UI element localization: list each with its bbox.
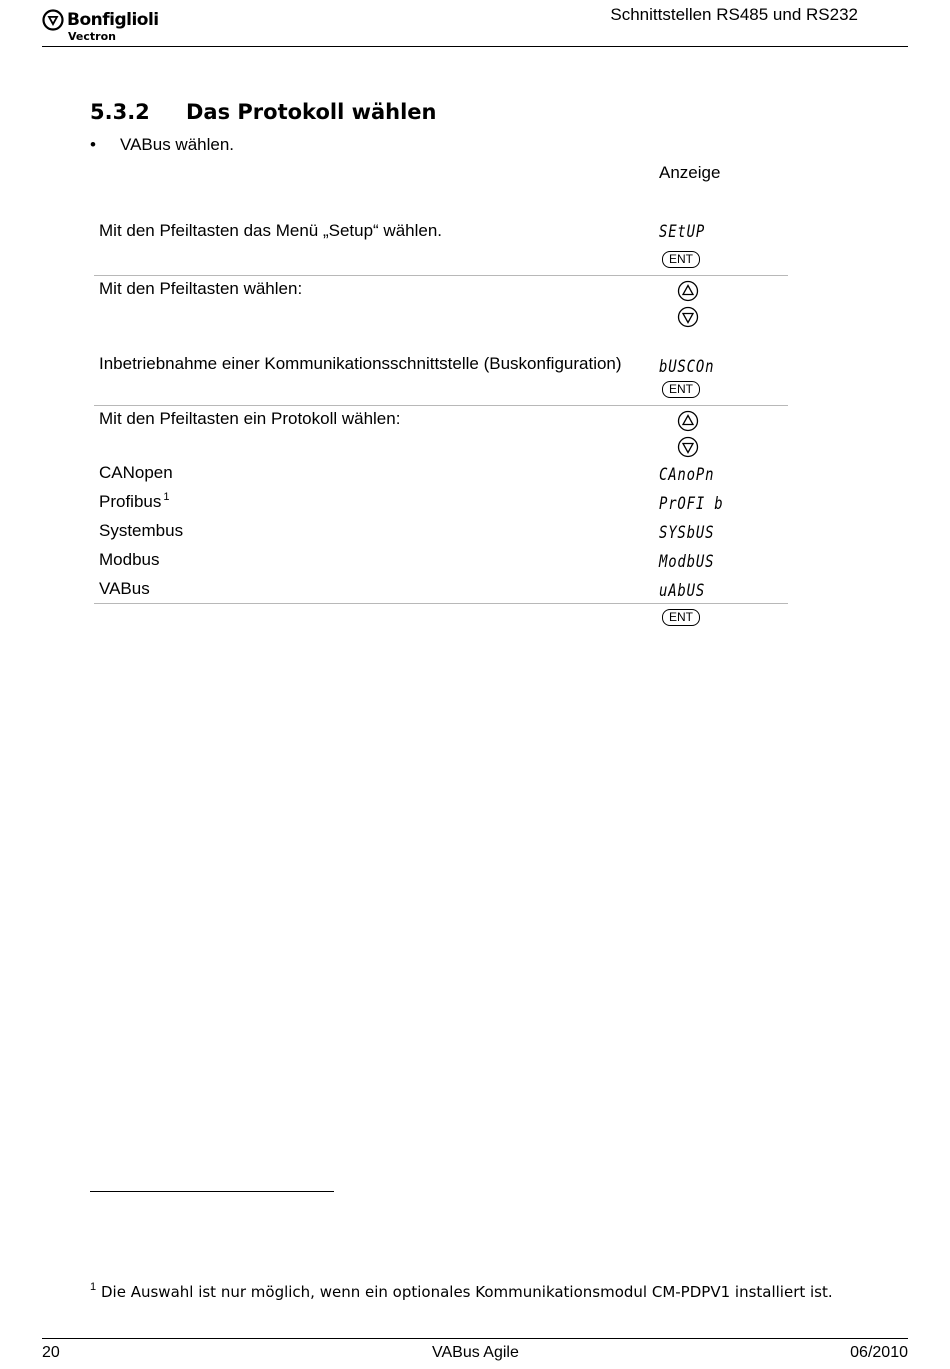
arrow-up-key-icon [677,410,699,432]
protocol-display-modbus: ModbUS [659,552,715,572]
footer-date: 06/2010 [850,1344,908,1361]
arrow-up-key-icon [677,280,699,302]
arrows-instruction: Mit den Pfeiltasten wählen: [99,279,303,298]
arrow-down-key-icon [677,436,699,458]
section-number: 5.3.2 [90,100,150,124]
footnote-text: Die Auswahl ist nur möglich, wenn ein optionales Kommunikationsmodul CM-PDPV1 installiert ist. [101,1283,833,1301]
protocol-name-profibus-row [99,492,170,512]
arrow-down-key-icon [677,306,699,328]
row-divider [94,603,788,604]
ent-key-icon: ENT [662,381,700,398]
protocol-name-vabus: VABus [99,579,150,598]
footer-divider [42,1338,908,1339]
bonfiglioli-logo-icon [42,9,64,31]
protocol-name-profibus: Profibus [99,492,162,511]
display-column-header: Anzeige [659,163,721,182]
header-divider [42,46,908,47]
footnote-mark: 1 [90,1281,97,1293]
header-title: Schnittstellen RS485 und RS232 [610,5,858,24]
protocol-display-canopen: CAnoPn [659,465,715,485]
protocol-name-systembus: Systembus [99,521,184,540]
bullet-icon: • [90,135,96,154]
buscon-display: bUSCOn [659,357,715,377]
logo-sub-text: Vectron [68,30,116,43]
protocol-display-systembus: SYSbUS [659,523,715,543]
ent-key-icon: ENT [662,251,700,268]
protocol-name-canopen: CANopen [99,463,173,482]
logo-brand-text: Bonfiglioli [67,10,159,30]
protocol-display-profibus: PrOFI b [659,494,724,514]
row-divider [94,275,788,276]
footer-product: VABus Agile [432,1344,519,1361]
setup-display: SEtUP [659,222,706,242]
bonfiglioli-logo [42,8,172,44]
footnote-divider [90,1191,334,1192]
setup-instruction: Mit den Pfeiltasten das Menü „Setup“ wählen. [99,221,443,240]
protocol-name-modbus: Modbus [99,550,160,569]
section-title: Das Protokoll wählen [186,100,437,124]
footnote-reference: 1 [163,491,170,503]
page-number: 20 [42,1344,60,1361]
protocol-instruction: Mit den Pfeiltasten ein Protokoll wählen: [99,409,401,428]
bullet-text: VABus wählen. [120,135,235,154]
protocol-display-vabus: uAbUS [659,581,706,601]
ent-key-icon: ENT [662,609,700,626]
row-divider [94,405,788,406]
buscon-instruction: Inbetriebnahme einer Kommunikationsschnittstelle (Buskonfiguration) [99,354,622,373]
